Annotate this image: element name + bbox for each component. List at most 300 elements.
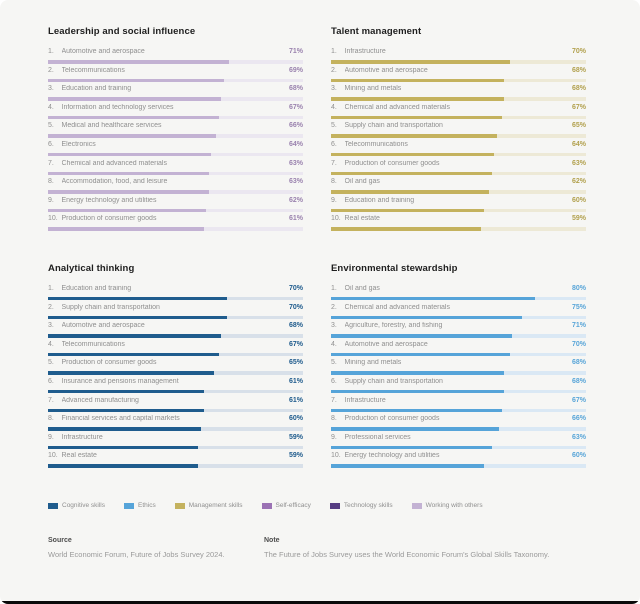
industry-label: Automotive and aerospace — [61, 48, 145, 55]
legend-item — [175, 502, 243, 509]
bar-fill — [331, 60, 510, 64]
row-label-line — [48, 304, 303, 313]
percentage-value: 75% — [571, 303, 586, 311]
rank-number: 2. — [331, 303, 337, 311]
percentage-value: 80% — [571, 284, 586, 292]
bar-fill — [48, 297, 227, 301]
percentage-value: 60% — [571, 452, 586, 460]
chart-row — [331, 122, 586, 141]
row-label-line — [48, 359, 303, 368]
chart-row — [48, 67, 303, 86]
percentage-value: 63% — [288, 159, 303, 167]
source-block — [48, 537, 264, 559]
bar-track — [48, 390, 303, 394]
bar-fill — [331, 153, 494, 157]
industry-label: Education and training — [344, 196, 415, 204]
bar-fill — [48, 134, 216, 138]
bar-fill — [331, 297, 535, 301]
industry-label: Financial services and capital markets — [61, 415, 180, 423]
bar-track — [48, 227, 303, 231]
percentage-value: 68% — [571, 85, 586, 93]
rank-number: 8. — [48, 415, 54, 423]
row-label-line — [48, 434, 303, 443]
row-label-line — [48, 341, 303, 350]
rank-number: 1. — [331, 48, 337, 55]
bar-track — [48, 446, 303, 450]
legend-item — [48, 502, 105, 509]
row-label-line — [48, 215, 303, 224]
bar-track — [48, 334, 303, 338]
industry-label: Energy technology and utilities — [61, 196, 157, 204]
industry-label: Chemical and advanced materials — [344, 303, 450, 311]
industry-label: Chemical and advanced materials — [61, 159, 167, 167]
legend-label: Cognitive skills — [62, 502, 105, 510]
chart-row — [331, 178, 586, 197]
source-heading: Source — [48, 536, 72, 544]
percentage-value: 67% — [288, 340, 303, 348]
legend-swatch — [48, 503, 58, 509]
bar-fill — [331, 353, 510, 357]
bar-fill — [48, 409, 204, 413]
chart-row — [48, 378, 303, 397]
bar-fill — [48, 227, 204, 231]
chart-row — [331, 285, 586, 304]
legend-swatch — [262, 503, 272, 509]
industry-label: Information and technology services — [61, 103, 174, 111]
percentage-value: 71% — [288, 48, 303, 55]
row-label-line — [48, 197, 303, 206]
rank-number: 6. — [331, 140, 337, 148]
panel-title: Analytical thinking — [48, 262, 135, 274]
bar-fill — [48, 172, 209, 176]
bar-fill — [331, 427, 499, 431]
rank-number: 2. — [48, 66, 54, 74]
bar-track — [48, 153, 303, 157]
row-label-line — [48, 378, 303, 387]
chart-row — [331, 304, 586, 323]
row-label-line — [331, 359, 586, 368]
industry-label: Infrastructure — [344, 396, 386, 404]
chart-row — [331, 322, 586, 341]
industry-label: Education and training — [61, 85, 132, 93]
row-label-line — [331, 304, 586, 313]
bar-fill — [331, 390, 504, 394]
percentage-value: 64% — [288, 140, 303, 148]
bar-fill — [331, 316, 522, 320]
bar-track — [331, 190, 586, 194]
legend-swatch — [412, 503, 422, 509]
rank-number: 3. — [48, 322, 54, 330]
rank-number: 6. — [48, 140, 54, 148]
bar-track — [48, 409, 303, 413]
bar-fill — [48, 153, 211, 157]
percentage-value: 70% — [571, 48, 586, 55]
chart-row — [48, 122, 303, 141]
chart-row — [48, 397, 303, 416]
row-label-line — [48, 178, 303, 187]
panel-title: Leadership and social influence — [48, 26, 196, 37]
industry-label: Real estate — [344, 215, 380, 223]
row-label-line — [48, 285, 303, 294]
industry-label: Chemical and advanced materials — [344, 103, 450, 111]
percentage-value: 64% — [571, 140, 586, 148]
chart-row — [48, 215, 303, 234]
legend — [0, 501, 640, 511]
industry-label: Supply chain and transportation — [61, 303, 160, 311]
row-label-line — [48, 85, 303, 94]
bar-track — [331, 172, 586, 176]
bar-track — [48, 172, 303, 176]
percentage-value: 61% — [288, 377, 303, 385]
row-label-line — [331, 85, 586, 94]
bar-fill — [48, 334, 221, 338]
bar-fill — [331, 409, 502, 413]
bar-fill — [331, 209, 484, 213]
rank-number: 7. — [331, 159, 337, 167]
chart-row — [48, 359, 303, 378]
industry-label: Professional services — [344, 433, 411, 441]
rank-number: 6. — [48, 377, 54, 385]
bar-fill — [48, 60, 229, 64]
row-label-line — [48, 160, 303, 169]
bar-rows — [48, 285, 303, 471]
rank-number: 7. — [48, 159, 54, 167]
percentage-value: 67% — [571, 396, 586, 404]
percentage-value: 70% — [571, 340, 586, 348]
chart-row — [331, 434, 586, 453]
bar-track — [331, 60, 586, 64]
bar-track — [331, 334, 586, 338]
percentage-value: 60% — [288, 415, 303, 423]
footer — [0, 537, 640, 559]
industry-label: Agriculture, forestry, and fishing — [344, 322, 443, 330]
row-label-line — [331, 434, 586, 443]
percentage-value: 67% — [571, 103, 586, 111]
legend-swatch — [124, 503, 134, 509]
bar-track — [331, 134, 586, 138]
percentage-value: 61% — [288, 215, 303, 223]
percentage-value: 67% — [288, 103, 303, 111]
row-label-line — [331, 67, 586, 76]
row-label-line — [48, 397, 303, 406]
chart-panel-leadership-and-social-influence — [48, 26, 303, 234]
rank-number: 3. — [48, 85, 54, 93]
row-label-line — [48, 48, 303, 57]
rank-number: 5. — [48, 122, 54, 130]
rank-number: 1. — [331, 284, 337, 292]
chart-row — [48, 178, 303, 197]
chart-row — [48, 285, 303, 304]
panel-title: Environmental stewardship — [331, 262, 458, 274]
legend-item — [262, 502, 311, 509]
row-label-line — [331, 48, 586, 57]
chart-row — [48, 341, 303, 360]
percentage-value: 71% — [571, 322, 586, 330]
percentage-value: 59% — [288, 433, 303, 441]
percentage-value: 63% — [571, 159, 586, 167]
rank-number: 7. — [331, 396, 337, 404]
bar-track — [48, 79, 303, 83]
industry-label: Oil and gas — [344, 178, 380, 186]
chart-panel-environmental-stewardship — [331, 263, 586, 471]
chart-row — [48, 452, 303, 471]
bar-fill — [48, 79, 224, 83]
percentage-value: 68% — [288, 85, 303, 93]
bar-rows — [48, 48, 303, 234]
industry-label: Mining and metals — [344, 359, 402, 367]
percentage-value: 62% — [288, 196, 303, 204]
bar-track — [331, 464, 586, 468]
bar-fill — [331, 334, 512, 338]
rank-number: 2. — [331, 66, 337, 74]
percentage-value: 70% — [288, 284, 303, 292]
row-label-line — [331, 104, 586, 113]
industry-label: Oil and gas — [344, 284, 380, 292]
row-label-line — [331, 141, 586, 150]
percentage-value: 68% — [571, 377, 586, 385]
bar-fill — [48, 316, 227, 320]
chart-row — [331, 378, 586, 397]
rank-number: 4. — [331, 103, 337, 111]
row-label-line — [331, 197, 586, 206]
industry-label: Accommodation, food, and leisure — [61, 178, 168, 186]
row-label-line — [331, 178, 586, 187]
rank-number: 10. — [48, 452, 58, 460]
row-label-line — [48, 122, 303, 131]
bar-fill — [48, 209, 206, 213]
industry-label: Telecommunications — [344, 140, 408, 148]
percentage-value: 65% — [288, 359, 303, 367]
chart-row — [331, 359, 586, 378]
industry-label: Production of consumer goods — [344, 415, 440, 423]
rank-number: 9. — [48, 433, 54, 441]
percentage-value: 60% — [571, 196, 586, 204]
rank-number: 5. — [331, 359, 337, 367]
bar-track — [331, 297, 586, 301]
bar-track — [48, 427, 303, 431]
bar-rows — [331, 48, 586, 234]
row-label-line — [331, 122, 586, 131]
bar-track — [48, 316, 303, 320]
row-label-line — [331, 378, 586, 387]
industry-label: Education and training — [61, 284, 132, 292]
chart-row — [331, 48, 586, 67]
percentage-value: 68% — [571, 359, 586, 367]
chart-panel-analytical-thinking — [48, 263, 303, 471]
rank-number: 8. — [331, 178, 337, 186]
bar-fill — [331, 97, 504, 101]
bar-track — [331, 446, 586, 450]
rank-number: 10. — [331, 452, 341, 460]
percentage-value: 59% — [571, 215, 586, 223]
bar-track — [331, 353, 586, 357]
rank-number: 4. — [48, 103, 54, 111]
rank-number: 4. — [48, 340, 54, 348]
industry-label: Electronics — [61, 140, 96, 148]
industry-label: Insurance and pensions management — [61, 377, 179, 385]
chart-row — [331, 141, 586, 160]
chart-row — [48, 322, 303, 341]
source-text: World Economic Forum, Future of Jobs Survey 2024. — [48, 549, 225, 559]
row-label-line — [331, 285, 586, 294]
bar-fill — [331, 172, 492, 176]
percentage-value: 62% — [571, 178, 586, 186]
industry-label: Advanced manufacturing — [61, 396, 139, 404]
bar-track — [331, 153, 586, 157]
chart-row — [48, 197, 303, 216]
chart-row — [48, 48, 303, 67]
legend-swatch — [330, 503, 340, 509]
rank-number: 1. — [48, 48, 54, 55]
bar-track — [331, 390, 586, 394]
row-label-line — [331, 160, 586, 169]
row-label-line — [331, 452, 586, 461]
chart-row — [48, 141, 303, 160]
panel-title: Talent management — [331, 26, 422, 37]
bar-track — [331, 227, 586, 231]
rank-number: 9. — [331, 433, 337, 441]
bar-track — [331, 209, 586, 213]
rank-number: 4. — [331, 340, 337, 348]
note-heading: Note — [264, 536, 280, 544]
rank-number: 10. — [331, 215, 341, 223]
row-label-line — [331, 215, 586, 224]
row-label-line — [331, 415, 586, 424]
bar-track — [48, 134, 303, 138]
bar-track — [331, 316, 586, 320]
legend-label: Ethics — [138, 502, 156, 510]
chart-row — [48, 434, 303, 453]
note-text: The Future of Jobs Survey uses the World Economic Forum's Global Skills Taxonomy. — [264, 549, 550, 559]
row-label-line — [331, 397, 586, 406]
bar-track — [48, 209, 303, 213]
bar-track — [331, 79, 586, 83]
legend-label: Self-efficacy — [275, 502, 311, 510]
bar-fill — [331, 227, 481, 231]
rank-number: 3. — [331, 85, 337, 93]
bar-track — [331, 371, 586, 375]
row-label-line — [48, 452, 303, 461]
row-label-line — [331, 341, 586, 350]
industry-label: Automotive and aerospace — [344, 66, 428, 74]
rank-number: 7. — [48, 396, 54, 404]
bar-fill — [48, 116, 219, 120]
bar-fill — [331, 446, 492, 450]
bar-fill — [331, 134, 497, 138]
legend-swatch — [175, 503, 185, 509]
industry-label: Automotive and aerospace — [61, 322, 145, 330]
chart-row — [331, 215, 586, 234]
row-label-line — [331, 322, 586, 331]
bar-fill — [48, 190, 209, 194]
bar-fill — [331, 464, 484, 468]
percentage-value: 65% — [571, 122, 586, 130]
industry-label: Supply chain and transportation — [344, 377, 443, 385]
rank-number: 9. — [331, 196, 337, 204]
industry-label: Production of consumer goods — [61, 359, 157, 367]
chart-row — [331, 197, 586, 216]
rank-number: 5. — [48, 359, 54, 367]
chart-row — [331, 415, 586, 434]
legend-item — [412, 502, 483, 509]
row-label-line — [48, 67, 303, 76]
industry-label: Telecommunications — [61, 66, 125, 74]
chart-row — [331, 160, 586, 179]
bar-fill — [331, 79, 504, 83]
chart-row — [48, 104, 303, 123]
industry-label: Production of consumer goods — [344, 159, 440, 167]
industry-label: Real estate — [61, 452, 97, 460]
bar-track — [48, 353, 303, 357]
percentage-value: 70% — [288, 303, 303, 311]
row-label-line — [48, 322, 303, 331]
industry-label: Automotive and aerospace — [344, 340, 428, 348]
bar-fill — [48, 97, 221, 101]
industry-label: Energy technology and utilities — [344, 452, 440, 460]
industry-label: Infrastructure — [344, 48, 386, 55]
percentage-value: 63% — [288, 178, 303, 186]
note-block — [264, 537, 592, 559]
legend-item — [124, 502, 156, 509]
rank-number: 9. — [48, 196, 54, 204]
percentage-value: 69% — [288, 66, 303, 74]
legend-label: Technology skills — [343, 502, 393, 510]
bar-fill — [48, 464, 198, 468]
industry-label: Supply chain and transportation — [344, 122, 443, 130]
rank-number: 2. — [48, 303, 54, 311]
legend-label: Management skills — [188, 502, 243, 510]
row-label-line — [48, 141, 303, 150]
chart-row — [331, 67, 586, 86]
bar-track — [48, 116, 303, 120]
bar-fill — [48, 427, 201, 431]
bar-track — [331, 409, 586, 413]
chart-row — [331, 341, 586, 360]
percentage-value: 59% — [288, 452, 303, 460]
bar-track — [48, 60, 303, 64]
bar-fill — [331, 116, 502, 120]
bar-track — [48, 190, 303, 194]
chart-row — [331, 85, 586, 104]
bar-track — [331, 97, 586, 101]
bar-fill — [48, 446, 198, 450]
row-label-line — [48, 104, 303, 113]
bar-track — [48, 297, 303, 301]
bar-rows — [331, 285, 586, 471]
chart-row — [48, 304, 303, 323]
percentage-value: 68% — [288, 322, 303, 330]
percentage-value: 68% — [571, 66, 586, 74]
percentage-value: 66% — [288, 122, 303, 130]
bar-fill — [48, 371, 214, 375]
chart-row — [48, 160, 303, 179]
chart-row — [331, 452, 586, 471]
legend-item — [330, 502, 393, 509]
bar-fill — [48, 390, 204, 394]
percentage-value: 66% — [571, 415, 586, 423]
industry-label: Mining and metals — [344, 85, 402, 93]
bar-fill — [331, 190, 489, 194]
bar-fill — [48, 353, 219, 357]
chart-panel-talent-management — [331, 26, 586, 234]
bar-track — [48, 464, 303, 468]
chart-row — [331, 104, 586, 123]
bar-track — [331, 427, 586, 431]
bar-track — [331, 116, 586, 120]
bar-fill — [331, 371, 504, 375]
percentage-value: 63% — [571, 433, 586, 441]
bar-track — [48, 97, 303, 101]
